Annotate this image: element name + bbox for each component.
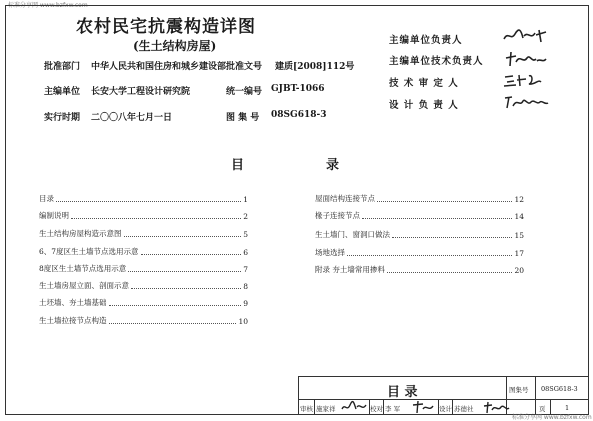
document-subtitle: (生土结构房屋) <box>133 39 217 53</box>
toc-leader-dots <box>56 201 241 202</box>
toc-entry-label: 生土墙门、窗洞口做法 <box>315 230 390 239</box>
title-block-divider <box>314 399 315 414</box>
role-technical-reviewer: 技 术 审 定 人 <box>389 78 459 89</box>
role-chief-editor: 主编单位负责人 <box>389 35 463 46</box>
toc-entry[interactable] <box>315 247 524 258</box>
signature-technical-lead <box>502 50 548 68</box>
toc-entry-page: 1 <box>243 195 248 204</box>
toc-entry[interactable] <box>39 193 248 204</box>
title-block-divider <box>535 377 536 399</box>
toc-entry-label: 生土结构房屋构造示意图 <box>39 229 122 238</box>
unified-no-label: 统一编号 <box>226 87 263 97</box>
toc-entry-page: 12 <box>514 195 524 204</box>
editor-unit-label: 主编单位 <box>44 87 81 97</box>
toc-entry[interactable] <box>315 210 524 221</box>
toc-entry-label: 椽子连接节点 <box>315 211 360 220</box>
toc-leader-dots <box>128 271 241 272</box>
toc-leader-dots <box>392 237 512 238</box>
toc-entry-label: 生土墙拉接节点构造 <box>39 316 107 325</box>
toc-entry-page: 9 <box>243 299 248 308</box>
toc-leader-dots <box>387 272 513 273</box>
toc-entry-label: 场地选择 <box>315 248 345 257</box>
title-block <box>298 376 589 415</box>
toc-entry-label: 目录 <box>39 194 54 203</box>
toc-leader-dots <box>71 218 241 219</box>
toc-entry-label: 8度区生土墙节点选用示意 <box>39 264 127 273</box>
title-block-atlas-label: 图集号 <box>509 386 529 394</box>
toc-entry-page: 8 <box>243 282 248 291</box>
title-block-design-name: 苏德社 <box>454 405 474 413</box>
role-technical-lead: 主编单位技术负责人 <box>389 56 484 67</box>
signature-technical-reviewer <box>502 71 544 89</box>
toc-entry[interactable] <box>315 229 524 240</box>
toc-entry[interactable] <box>39 263 248 274</box>
toc-entry[interactable] <box>39 280 248 291</box>
unified-no: GJBT-1066 <box>271 84 325 94</box>
toc-entry-label: 6、7度区生土墙节点选用示意 <box>39 247 139 256</box>
toc-entry[interactable] <box>39 210 248 221</box>
checker-signature <box>411 400 435 414</box>
toc-entry[interactable] <box>39 246 248 257</box>
title-block-check-name: 李 军 <box>385 405 401 413</box>
toc-entry-page: 20 <box>514 266 524 275</box>
toc-entry-label: 屋面结构连接节点 <box>315 194 375 203</box>
toc-entry[interactable] <box>39 297 248 308</box>
title-block-design-label: 设计 <box>439 405 452 413</box>
atlas-no: 08SG618-3 <box>271 110 327 120</box>
title-block-review-label: 审核 <box>300 405 313 413</box>
toc-entry[interactable] <box>315 264 524 275</box>
toc-entry-page: 7 <box>243 265 248 274</box>
watermark-bottom: 标准分享网 www.bzfxw.com <box>512 414 592 421</box>
toc-entry[interactable] <box>315 193 524 204</box>
title-block-page-label: 页 <box>539 405 546 413</box>
approval-doc: 建质[2008]112号 <box>275 62 355 72</box>
title-block-page-no: 1 <box>565 404 570 412</box>
toc-entry[interactable] <box>39 315 248 326</box>
toc-entry-label: 编制说明 <box>39 211 69 220</box>
title-block-divider <box>383 399 384 414</box>
document-title: 农村民宅抗震构造详图 <box>76 17 256 37</box>
toc-leader-dots <box>124 236 242 237</box>
toc-entry-label: 土坯墙、夯土墙基础 <box>39 298 107 307</box>
effective-label: 实行时期 <box>44 113 81 123</box>
title-block-check-label: 校对 <box>370 405 383 413</box>
reviewer-signature <box>341 400 367 414</box>
designer-signature <box>482 400 510 414</box>
toc-entry-page: 10 <box>238 317 248 326</box>
toc-title-right: 录 <box>326 158 340 173</box>
toc-entry-label: 生土墙房屋立面、剖面示意 <box>39 281 129 290</box>
toc-leader-dots <box>362 218 512 219</box>
signature-design-lead <box>502 93 550 111</box>
toc-entry-label: 附录 夯土墙常用掺料 <box>315 265 385 274</box>
toc-entry-page: 6 <box>243 248 248 257</box>
role-design-lead: 设 计 负 责 人 <box>389 100 459 111</box>
toc-leader-dots <box>377 201 512 202</box>
title-block-divider <box>452 399 453 414</box>
effective-date: 二〇〇八年七月一日 <box>91 113 173 123</box>
title-block-review-name: 施家祥 <box>316 405 336 413</box>
signature-chief-editor <box>502 27 548 45</box>
approval-dept: 中华人民共和国住房和城乡建设部 <box>91 62 227 72</box>
toc-leader-dots <box>347 255 512 256</box>
toc-entry-page: 15 <box>514 231 524 240</box>
title-block-atlas-no: 08SG618-3 <box>541 385 578 393</box>
editor-unit: 长安大学工程设计研究院 <box>91 87 191 97</box>
toc-entry-page: 2 <box>243 212 248 221</box>
toc-title-left: 目 <box>231 158 245 173</box>
toc-entry[interactable] <box>39 228 248 239</box>
title-block-title: 目 录 <box>387 385 418 400</box>
atlas-no-label: 图 集 号 <box>226 113 260 123</box>
approval-dept-label: 批准部门 <box>44 62 81 72</box>
toc-leader-dots <box>109 305 242 306</box>
toc-leader-dots <box>131 288 241 289</box>
toc-entry-page: 17 <box>514 249 524 258</box>
toc-entry-page: 5 <box>243 230 248 239</box>
watermark-top: 标准分享网 www.bzfxw.com <box>8 2 88 9</box>
toc-leader-dots <box>109 323 237 324</box>
toc-entry-page: 14 <box>514 212 524 221</box>
approval-doc-label: 批准文号 <box>226 62 263 72</box>
toc-leader-dots <box>141 254 242 255</box>
